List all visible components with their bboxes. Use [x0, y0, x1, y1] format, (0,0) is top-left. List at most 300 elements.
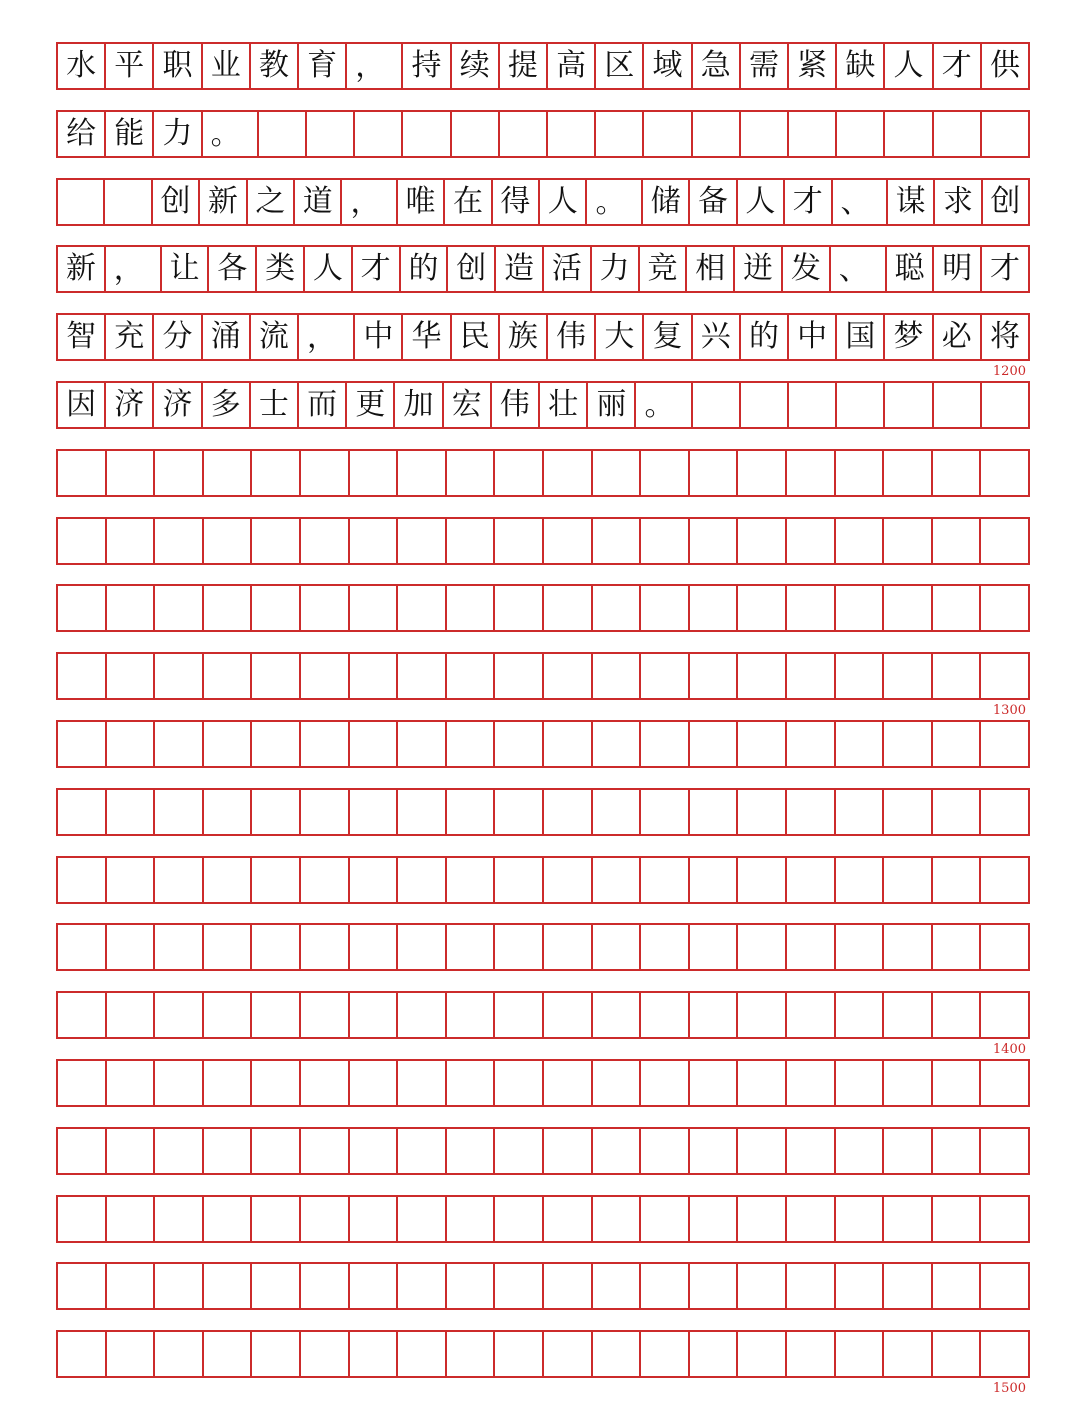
grid-cell: 梦: [885, 315, 933, 359]
grid-cell: 分: [154, 315, 202, 359]
grid-cell: [398, 1264, 447, 1308]
grid-cell: [884, 1197, 933, 1241]
grid-cell: [58, 925, 107, 969]
grid-cell: [982, 383, 1028, 427]
grid-cell: [544, 1332, 593, 1376]
grid-cell: [58, 858, 107, 902]
grid-cell: [495, 654, 544, 698]
grid-cell: [934, 383, 982, 427]
grid-cell: [58, 519, 107, 563]
grid-cell: [350, 993, 399, 1037]
grid-cell: [981, 451, 1028, 495]
grid-cell: 更: [347, 383, 395, 427]
grid-cell: [738, 722, 787, 766]
grid-cell: [301, 519, 350, 563]
grid-cell: [933, 925, 982, 969]
grid-cell: [58, 1061, 107, 1105]
grid-cell: [398, 993, 447, 1037]
grid-cell: [933, 790, 982, 834]
grid-cell: [544, 1197, 593, 1241]
grid-cell: [933, 654, 982, 698]
grid-row: [56, 652, 1030, 700]
grid-cell: [301, 1197, 350, 1241]
grid-cell: 多: [203, 383, 251, 427]
grid-cell: [593, 1129, 642, 1173]
grid-cell: [495, 586, 544, 630]
grid-cell: 中: [789, 315, 837, 359]
grid-cell: [884, 451, 933, 495]
grid-cell: [107, 451, 156, 495]
grid-cell: [690, 451, 739, 495]
grid-cell: [350, 1264, 399, 1308]
grid-cell: [836, 993, 885, 1037]
grid-cell: ，: [299, 315, 355, 359]
grid-cell: [252, 1061, 301, 1105]
grid-cell: [398, 858, 447, 902]
grid-cell: [495, 993, 544, 1037]
grid-cell: [690, 519, 739, 563]
grid-cell: [447, 586, 496, 630]
grid-row: [56, 1330, 1030, 1378]
word-count-marker: 1400: [992, 1042, 1026, 1057]
grid-cell: [641, 1129, 690, 1173]
grid-cell: [155, 1061, 204, 1105]
grid-cell: [933, 1332, 982, 1376]
grid-cell: [933, 586, 982, 630]
grid-cell: [738, 925, 787, 969]
grid-cell: 急: [693, 44, 741, 88]
grid-cell: [58, 1332, 107, 1376]
grid-cell: [933, 451, 982, 495]
grid-cell: [738, 654, 787, 698]
grid-cell: [544, 858, 593, 902]
grid-cell: [204, 1264, 253, 1308]
grid-cell: [107, 993, 156, 1037]
grid-cell: [933, 1061, 982, 1105]
grid-row: [56, 1195, 1030, 1243]
grid-cell: 活: [544, 247, 592, 291]
grid-cell: [398, 1129, 447, 1173]
grid-cell: [155, 586, 204, 630]
grid-cell: [593, 1061, 642, 1105]
grid-cell: [787, 1264, 836, 1308]
grid-cell: [981, 722, 1028, 766]
grid-cell: [155, 1197, 204, 1241]
grid-cell: [350, 925, 399, 969]
grid-cell: 流: [251, 315, 299, 359]
grid-cell: 力: [154, 112, 202, 156]
grid-cell: [107, 1264, 156, 1308]
grid-cell: [252, 858, 301, 902]
grid-cell: [787, 993, 836, 1037]
grid-cell: [447, 519, 496, 563]
grid-cell: [981, 1129, 1028, 1173]
grid-cell: [884, 1264, 933, 1308]
word-count-marker: 1500: [992, 1381, 1026, 1396]
grid-cell: 紧: [789, 44, 837, 88]
grid-cell: [58, 722, 107, 766]
grid-cell: [252, 1129, 301, 1173]
grid-cell: [981, 654, 1028, 698]
grid-cell: 育: [299, 44, 347, 88]
grid-cell: [641, 451, 690, 495]
grid-cell: [836, 519, 885, 563]
grid-cell: 国: [837, 315, 885, 359]
grid-cell: [641, 1061, 690, 1105]
grid-cell: [593, 1197, 642, 1241]
grid-cell: [884, 925, 933, 969]
grid-cell: [933, 1197, 982, 1241]
grid-cell: [641, 1197, 690, 1241]
grid-cell: [107, 1129, 156, 1173]
grid-cell: [593, 654, 642, 698]
grid-cell: [641, 722, 690, 766]
grid-cell: [495, 858, 544, 902]
grid-cell: 、: [831, 247, 887, 291]
grid-cell: [107, 858, 156, 902]
grid-row: [56, 923, 1030, 971]
grid-cell: [836, 586, 885, 630]
grid-cell: [252, 722, 301, 766]
grid-cell: [787, 654, 836, 698]
grid-cell: [204, 1332, 253, 1376]
grid-cell: 需: [741, 44, 789, 88]
grid-cell: [301, 1129, 350, 1173]
grid-cell: [641, 654, 690, 698]
grid-cell: 在: [445, 180, 492, 224]
grid-cell: [447, 858, 496, 902]
grid-cell: [544, 519, 593, 563]
grid-cell: [885, 383, 933, 427]
grid-cell: [690, 858, 739, 902]
grid-cell: [933, 993, 982, 1037]
grid-cell: 族: [500, 315, 548, 359]
grid-cell: ，: [347, 44, 403, 88]
grid-cell: [690, 586, 739, 630]
grid-cell: [252, 451, 301, 495]
grid-cell: [500, 112, 548, 156]
grid-row: [56, 1262, 1030, 1310]
grid-cell: [836, 790, 885, 834]
grid-cell: [690, 993, 739, 1037]
grid-cell: [301, 722, 350, 766]
grid-cell: [787, 925, 836, 969]
grid-cell: 能: [106, 112, 154, 156]
grid-cell: 造: [496, 247, 544, 291]
grid-cell: [301, 654, 350, 698]
grid-cell: 加: [395, 383, 443, 427]
grid-cell: [155, 790, 204, 834]
grid-cell: [301, 451, 350, 495]
grid-cell: [593, 451, 642, 495]
grid-cell: [690, 1332, 739, 1376]
grid-cell: [447, 1264, 496, 1308]
grid-cell: [544, 1129, 593, 1173]
grid-cell: [252, 519, 301, 563]
grid-cell: 才: [785, 180, 832, 224]
grid-cell: [836, 858, 885, 902]
grid-cell: [350, 1061, 399, 1105]
grid-cell: [204, 925, 253, 969]
grid-cell: [884, 993, 933, 1037]
grid-cell: [252, 586, 301, 630]
grid-cell: 力: [592, 247, 640, 291]
grid-cell: [593, 1264, 642, 1308]
grid-cell: [204, 1061, 253, 1105]
grid-cell: [204, 519, 253, 563]
grid-cell: 中: [355, 315, 403, 359]
grid-cell: [787, 1061, 836, 1105]
grid-cell: 人: [738, 180, 785, 224]
grid-cell: 竞: [640, 247, 688, 291]
grid-cell: 兴: [693, 315, 741, 359]
grid-cell: [544, 1264, 593, 1308]
grid-cell: 才: [353, 247, 401, 291]
grid-cell: [204, 1197, 253, 1241]
grid-cell: [593, 519, 642, 563]
grid-cell: [933, 722, 982, 766]
grid-cell: 明: [934, 247, 982, 291]
grid-cell: [787, 1332, 836, 1376]
grid-cell: [787, 858, 836, 902]
grid-cell: [155, 519, 204, 563]
grid-cell: [58, 1264, 107, 1308]
grid-cell: 新: [200, 180, 247, 224]
grid-cell: [787, 790, 836, 834]
grid-cell: [787, 519, 836, 563]
grid-row: [56, 110, 1030, 158]
grid-cell: [155, 858, 204, 902]
grid-cell: 创: [448, 247, 496, 291]
grid-cell: [355, 112, 403, 156]
grid-cell: 得: [493, 180, 540, 224]
grid-cell: [981, 1264, 1028, 1308]
grid-cell: [981, 1332, 1028, 1376]
grid-cell: [204, 654, 253, 698]
grid-cell: [787, 451, 836, 495]
grid-cell: [155, 722, 204, 766]
grid-cell: [690, 722, 739, 766]
grid-cell: [58, 180, 105, 224]
grid-cell: [596, 112, 644, 156]
grid-cell: 大: [596, 315, 644, 359]
grid-cell: [690, 1129, 739, 1173]
grid-cell: [107, 586, 156, 630]
grid-cell: [884, 722, 933, 766]
grid-cell: [690, 925, 739, 969]
grid-cell: [593, 993, 642, 1037]
grid-cell: [495, 790, 544, 834]
grid-cell: [690, 1061, 739, 1105]
grid-row: [56, 788, 1030, 836]
grid-cell: [641, 1264, 690, 1308]
grid-cell: [548, 112, 596, 156]
grid-row: [56, 42, 1030, 90]
grid-cell: 宏: [444, 383, 492, 427]
grid-cell: [301, 1061, 350, 1105]
grid-cell: [593, 722, 642, 766]
grid-cell: 才: [990, 251, 1021, 286]
grid-cell: [836, 1332, 885, 1376]
grid-cell: 给: [58, 112, 106, 156]
grid-cell: [738, 1264, 787, 1308]
grid-cell: [452, 112, 500, 156]
grid-cell: 人: [540, 180, 587, 224]
grid-cell: [690, 654, 739, 698]
grid-cell: [252, 790, 301, 834]
grid-cell: 迸: [735, 247, 783, 291]
grid-cell: [544, 654, 593, 698]
grid-cell: 的: [741, 315, 789, 359]
grid-cell: 民: [452, 315, 500, 359]
grid-cell: 供: [989, 48, 1020, 83]
grid-cell: [884, 519, 933, 563]
grid-cell: [641, 858, 690, 902]
grid-cell: [544, 925, 593, 969]
grid-cell: [741, 383, 789, 427]
grid-cell: [787, 586, 836, 630]
grid-cell: [350, 654, 399, 698]
grid-cell: [350, 519, 399, 563]
grid-cell: [884, 1061, 933, 1105]
grid-cell: [398, 586, 447, 630]
grid-cell: [58, 586, 107, 630]
grid-cell: [738, 519, 787, 563]
grid-cell: [787, 1129, 836, 1173]
grid-cell: [398, 790, 447, 834]
grid-cell: 储: [643, 180, 690, 224]
grid-cell: [789, 112, 837, 156]
grid-cell: [447, 993, 496, 1037]
grid-cell: 求: [935, 180, 982, 224]
grid-cell: [693, 383, 741, 427]
grid-cell: 提: [500, 44, 548, 88]
grid-cell: [495, 722, 544, 766]
grid-cell: [544, 790, 593, 834]
grid-cell: [350, 451, 399, 495]
grid-cell: 类: [257, 247, 305, 291]
grid-cell: [447, 925, 496, 969]
grid-cell: [593, 1332, 642, 1376]
grid-cell: [641, 586, 690, 630]
grid-cell: [58, 654, 107, 698]
grid-cell: 。: [203, 112, 259, 156]
grid-cell: [690, 1197, 739, 1241]
grid-cell: [690, 790, 739, 834]
grid-cell: 才: [934, 44, 982, 88]
grid-cell: [593, 586, 642, 630]
grid-cell: [495, 1332, 544, 1376]
grid-cell: 谋: [888, 180, 935, 224]
grid-cell: [398, 1197, 447, 1241]
grid-cell: [495, 1197, 544, 1241]
grid-cell: [885, 112, 933, 156]
grid-cell: [58, 993, 107, 1037]
grid-cell: [301, 858, 350, 902]
grid-cell: [495, 451, 544, 495]
grid-cell: [107, 722, 156, 766]
grid-cell: [981, 925, 1028, 969]
grid-cell: 士: [251, 383, 299, 427]
grid-cell: [981, 1061, 1028, 1105]
grid-cell: [836, 1061, 885, 1105]
grid-cell: [107, 925, 156, 969]
grid-cell: [644, 112, 692, 156]
grid-cell: [641, 519, 690, 563]
grid-cell: [58, 1129, 107, 1173]
grid-cell: 复: [644, 315, 692, 359]
grid-cell: [693, 112, 741, 156]
word-count-marker: 1300: [992, 703, 1026, 718]
grid-row: [56, 720, 1030, 768]
grid-cell: [58, 790, 107, 834]
grid-row: [56, 1127, 1030, 1175]
grid-cell: [981, 1197, 1028, 1241]
grid-cell: [981, 519, 1028, 563]
grid-cell: [981, 790, 1028, 834]
grid-cell: [398, 654, 447, 698]
grid-cell: [495, 1264, 544, 1308]
grid-cell: [641, 790, 690, 834]
grid-cell: [738, 451, 787, 495]
grid-cell: [544, 1061, 593, 1105]
grid-cell: 济: [106, 383, 154, 427]
grid-cell: [398, 451, 447, 495]
grid-cell: [301, 925, 350, 969]
grid-cell: [836, 925, 885, 969]
grid-cell: 智: [58, 315, 106, 359]
grid-cell: [204, 858, 253, 902]
grid-cell: [155, 1264, 204, 1308]
grid-cell: [982, 112, 1028, 156]
grid-row: [56, 1059, 1030, 1107]
grid-cell: [107, 654, 156, 698]
grid-cell: [933, 1264, 982, 1308]
grid-cell: [933, 1129, 982, 1173]
grid-cell: 高: [548, 44, 596, 88]
grid-cell: [107, 1061, 156, 1105]
grid-cell: 聪: [887, 247, 935, 291]
grid-cell: [252, 654, 301, 698]
grid-cell: [107, 790, 156, 834]
grid-cell: [398, 519, 447, 563]
grid-cell: ，: [342, 180, 397, 224]
grid-cell: 济: [154, 383, 202, 427]
grid-cell: 平: [106, 44, 154, 88]
grid-cell: [204, 722, 253, 766]
grid-cell: [252, 1197, 301, 1241]
grid-cell: [350, 722, 399, 766]
grid-cell: [204, 1129, 253, 1173]
grid-row: [56, 381, 1030, 429]
grid-cell: [641, 925, 690, 969]
grid-cell: [301, 790, 350, 834]
grid-cell: [884, 790, 933, 834]
grid-cell: [155, 993, 204, 1037]
grid-cell: [155, 1129, 204, 1173]
grid-cell: [105, 180, 152, 224]
grid-cell: [252, 993, 301, 1037]
grid-cell: [447, 451, 496, 495]
grid-cell: [350, 790, 399, 834]
grid-cell: 充: [106, 315, 154, 359]
grid-cell: [836, 451, 885, 495]
word-count-marker: 1200: [992, 364, 1026, 379]
grid-cell: [398, 1332, 447, 1376]
grid-cell: [107, 519, 156, 563]
grid-cell: 创: [990, 184, 1021, 219]
grid-cell: [789, 383, 837, 427]
